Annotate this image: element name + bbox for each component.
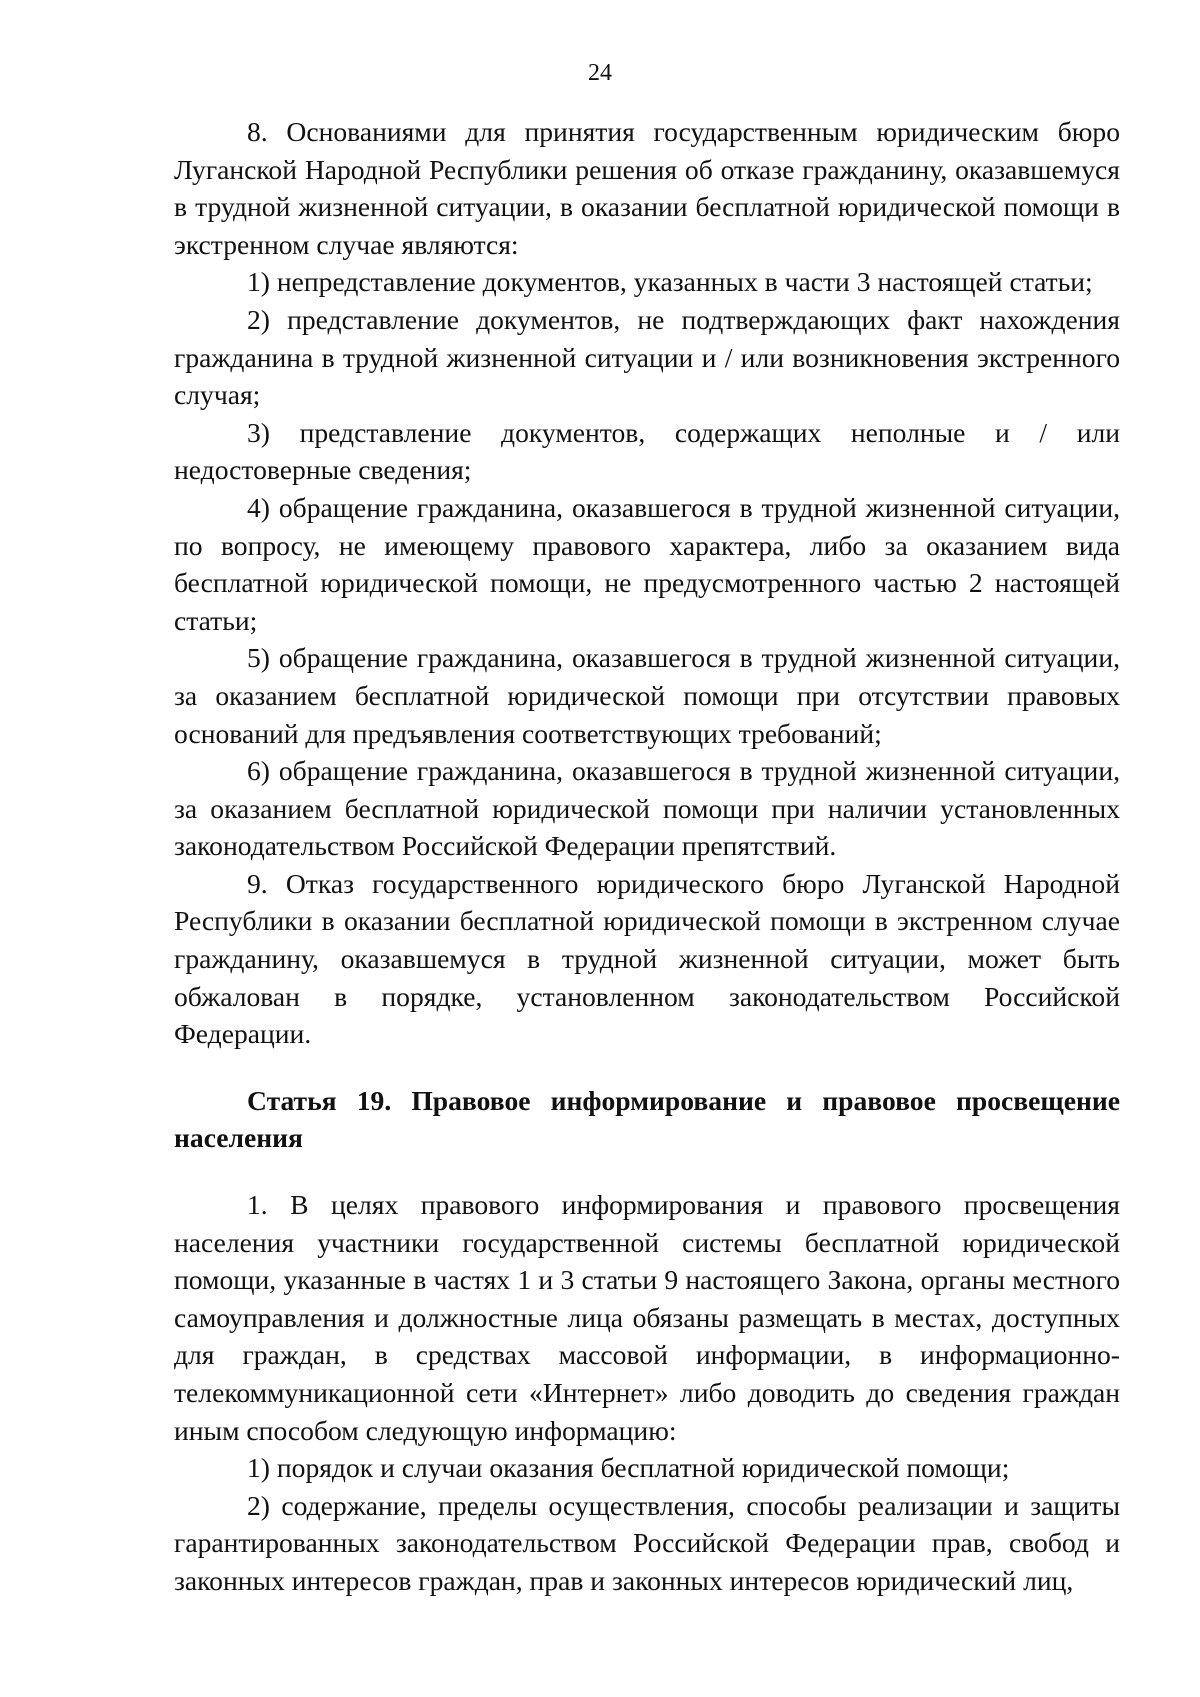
list-item-6: 6) обращение гражданина, оказавшегося в трудной жизненной ситуации, за оказанием бесплатной юридической помощи при наличии установленных законодательством Российской Федерации препятствий. [174, 755, 1120, 862]
paragraph-9: 9. Отказ государственного юридического бюро Луганской Народной Республики в оказании бесплатной юридической помощи в экстренном случае гражданину, оказавшемуся в трудной жизненной ситуации, может быть обжалован в порядке, установленном законодательством Российской Федерации. [174, 867, 1120, 1050]
paragraph-8: 8. Основаниями для принятия государственным юридическим бюро Луганской Народной Республики решения об отказе гражданину, оказавшемуся в трудной жизненной ситуации, в оказании бесплатной юридической помощи в экстренном случае являются: [174, 116, 1120, 260]
list-item-5: 5) обращение гражданина, оказавшегося в трудной жизненной ситуации, за оказанием бесплатной юридической помощи при отсутствии правовых оснований для предъявления соответствующих требований; [174, 642, 1120, 749]
article-paragraph-1: 1. В целях правового информирования и правового просвещения населения участники государственной системы бесплатной юридической помощи, указанные в частях 1 и 3 статьи 9 настоящего Закона, органы местного самоуправления и должностные лица обязаны размещать в местах, доступных для граждан, в средствах массовой информации, в информационно-телекоммуникационной сети «Интернет» либо доводить до сведения граждан иным способом следующую информацию: [174, 1189, 1120, 1446]
list-item-1: 1) непредставление документов, указанных в части 3 настоящей статьи; [247, 266, 1093, 298]
article-list-item-1: 1) порядок и случаи оказания бесплатной юридической помощи; [247, 1452, 1010, 1484]
article-heading: Статья 19. Правовое информирование и правовое просвещение населения [174, 1084, 1120, 1154]
page-number: 24 [588, 60, 612, 86]
article-list-item-2: 2) содержание, пределы осуществления, способы реализации и защиты гарантированных законодательством Российской Федерации прав, свобод и законных интересов граждан, прав и законных интересов юридический лиц, [174, 1489, 1120, 1596]
list-item-2: 2) представление документов, не подтверждающих факт нахождения гражданина в трудной жизненной ситуации и / или возникновения экстренного случая; [174, 303, 1120, 411]
list-item-4: 4) обращение гражданина, оказавшегося в трудной жизненной ситуации, по вопросу, не имеющему правового характера, либо за оказанием вида бесплатной юридической помощи, не предусмотренного частью 2 настоящей статьи; [174, 491, 1120, 636]
document-body [174, 113, 1120, 1600]
list-item-3: 3) представление документов, содержащих неполные и / или недостоверные сведения; [174, 416, 1120, 486]
